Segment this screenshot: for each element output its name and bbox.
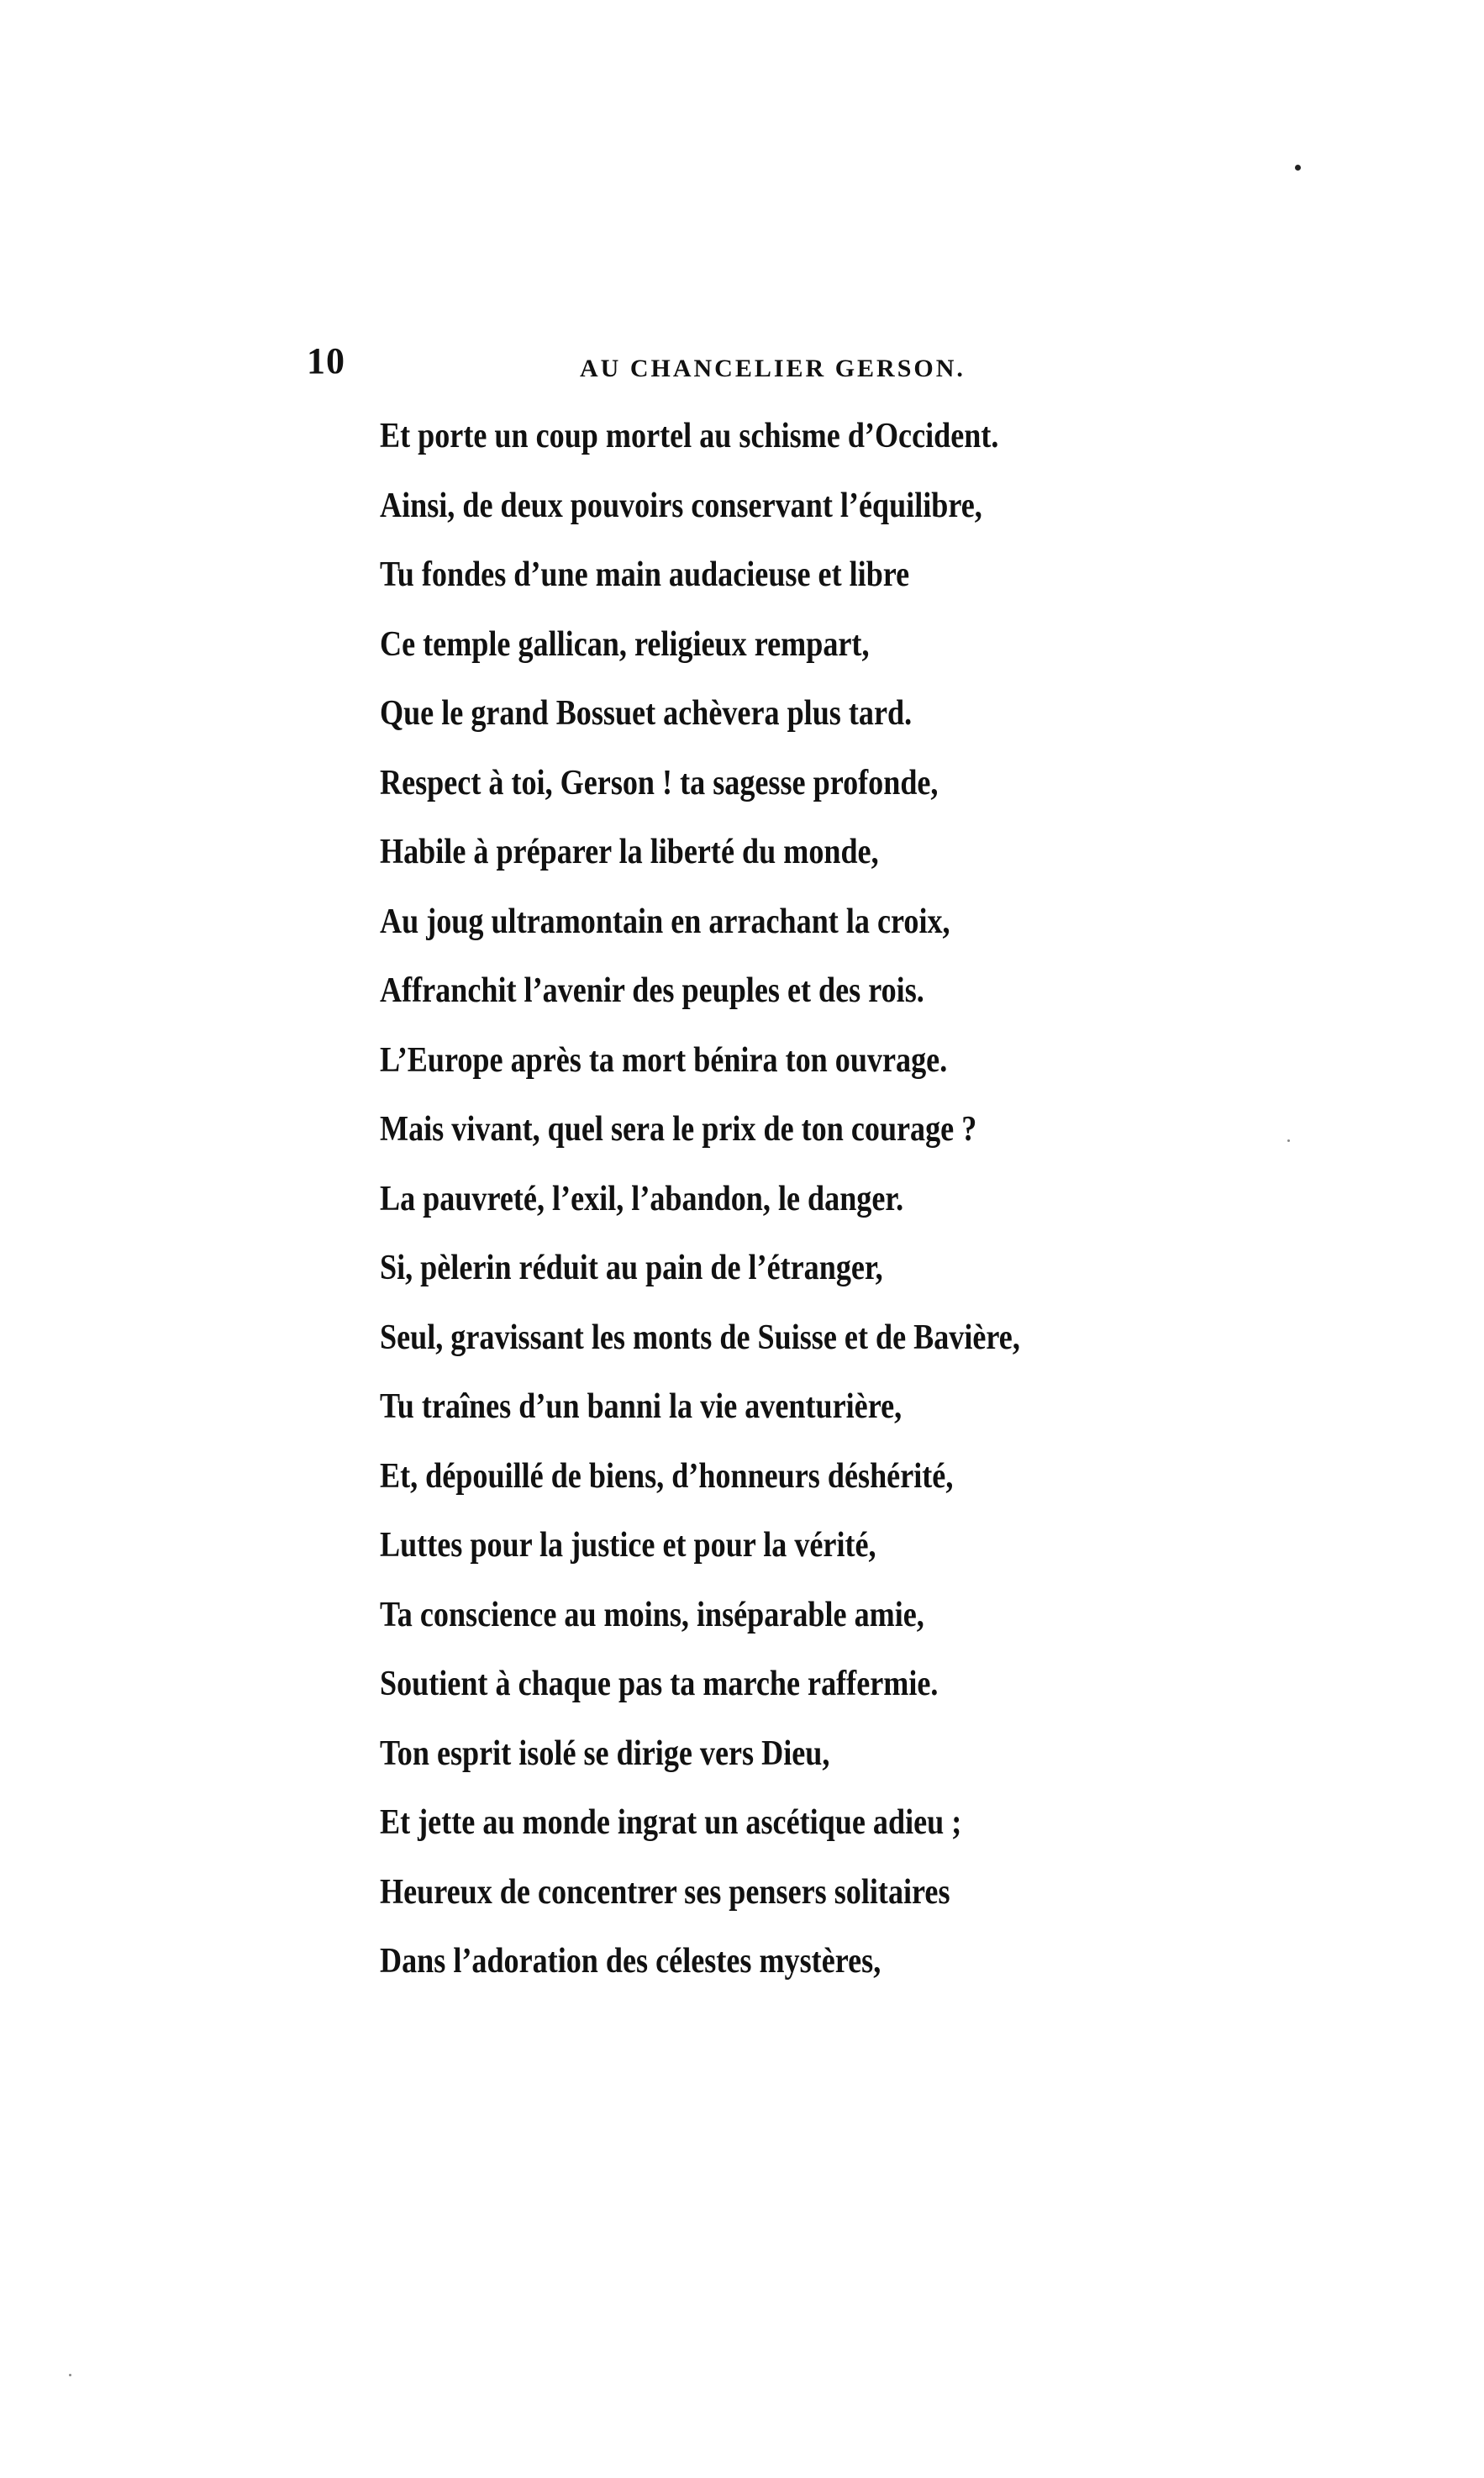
verse-line: Mais vivant, quel sera le prix de ton courage ? <box>380 1110 977 1149</box>
ink-speck <box>1295 165 1301 171</box>
verse-line: Tu traînes d’un banni la vie aventurière, <box>380 1387 903 1426</box>
verse-line: Dans l’adoration des célestes mystères, <box>380 1942 881 1981</box>
verse-line: Et jette au monde ingrat un ascétique adieu ; <box>380 1803 962 1842</box>
verse-line: Tu fondes d’une main audacieuse et libre <box>380 555 910 594</box>
page-number: 10 <box>307 340 345 381</box>
ink-speck <box>69 2374 71 2376</box>
ink-speck <box>1287 1139 1290 1142</box>
poem-text <box>380 402 1124 1997</box>
verse-line: Et, dépouillé de biens, d’honneurs déshérité, <box>380 1456 954 1496</box>
verse-line: Soutient à chaque pas ta marche raffermie. <box>380 1665 939 1703</box>
verse-line: Au joug ultramontain en arrachant la croix, <box>380 902 950 941</box>
verse-line: Ainsi, de deux pouvoirs conservant l’équilibre, <box>380 486 982 525</box>
verse-line: Affranchit l’avenir des peuples et des rois. <box>380 971 924 1010</box>
verse-line: Ton esprit isolé se dirige vers Dieu, <box>380 1734 830 1773</box>
verse-line: Respect à toi, Gerson ! ta sagesse profonde, <box>380 763 939 802</box>
verse-line: Luttes pour la justice et pour la vérité, <box>380 1526 876 1565</box>
verse-line: Habile à préparer la liberté du monde, <box>380 833 879 871</box>
verse-line: Si, pèlerin réduit au pain de l’étranger, <box>380 1249 883 1287</box>
verse-line: L’Europe après ta mort bénira ton ouvrage. <box>380 1040 948 1080</box>
verse-line: Seul, gravissant les monts de Suisse et de Bavière, <box>380 1318 1020 1357</box>
verse-line: La pauvreté, l’exil, l’abandon, le danger. <box>380 1179 904 1218</box>
verse-line: Heureux de concentrer ses pensers solitaires <box>380 1872 950 1912</box>
verse-line: Que le grand Bossuet achèvera plus tard. <box>380 694 913 733</box>
verse-line: Et porte un coup mortel au schisme d’Occident. <box>380 417 999 455</box>
verse-line: Ta conscience au moins, inséparable amie, <box>380 1595 924 1634</box>
running-head: AU CHANCELIER GERSON. <box>580 355 966 382</box>
verse-line: Ce temple gallican, religieux rempart, <box>380 624 870 664</box>
